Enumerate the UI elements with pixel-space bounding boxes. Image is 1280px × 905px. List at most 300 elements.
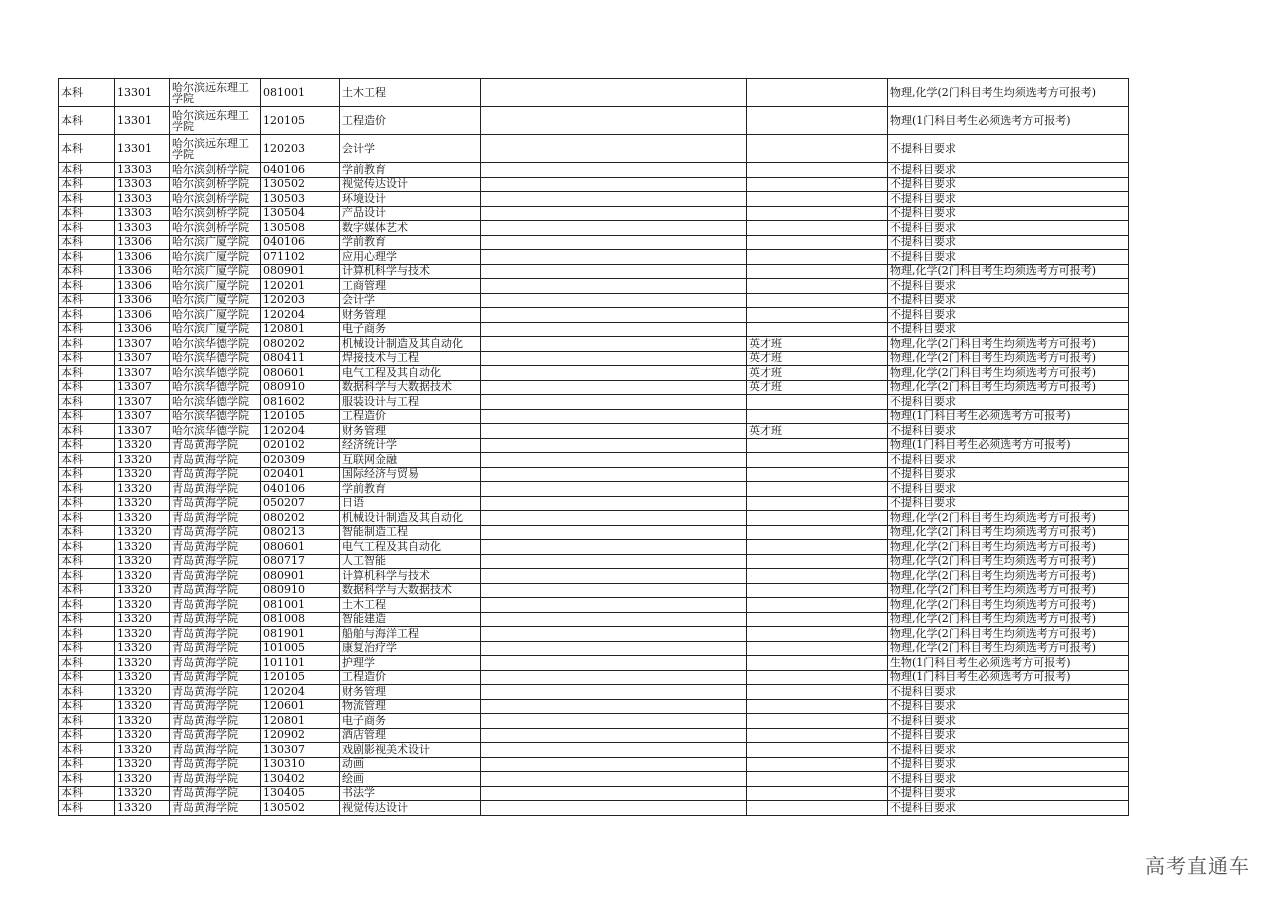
major-name-cell: 财务管理 — [340, 424, 481, 439]
class-type-cell — [747, 714, 888, 729]
table-row — [59, 380, 1129, 395]
level-cell: 本科 — [59, 293, 115, 308]
major-name-cell: 工程造价 — [340, 107, 481, 135]
class-type-cell — [747, 728, 888, 743]
note-cell — [481, 467, 747, 482]
major-code-cell: 080202 — [261, 511, 340, 526]
table-row — [59, 786, 1129, 801]
school-name-cell: 青岛黄海学院 — [170, 757, 261, 772]
note-cell — [481, 221, 747, 236]
note-cell — [481, 728, 747, 743]
school-code-cell: 13306 — [115, 264, 170, 279]
school-name-cell: 青岛黄海学院 — [170, 525, 261, 540]
note-cell — [481, 351, 747, 366]
subject-requirement-cell: 不提科目要求 — [888, 801, 1129, 816]
major-code-cell: 040106 — [261, 235, 340, 250]
subject-requirement-cell: 不提科目要求 — [888, 250, 1129, 265]
level-cell: 本科 — [59, 79, 115, 107]
class-type-cell — [747, 511, 888, 526]
subject-requirement-cell: 物理,化学(2门科目考生均须选考方可报考) — [888, 612, 1129, 627]
class-type-cell — [747, 322, 888, 337]
level-cell: 本科 — [59, 221, 115, 236]
table-row — [59, 612, 1129, 627]
major-code-cell: 130504 — [261, 206, 340, 221]
level-cell: 本科 — [59, 279, 115, 294]
major-code-cell: 050207 — [261, 496, 340, 511]
table-row — [59, 453, 1129, 468]
level-cell: 本科 — [59, 482, 115, 497]
note-cell — [481, 612, 747, 627]
school-name-cell: 哈尔滨广厦学院 — [170, 322, 261, 337]
class-type-cell: 英才班 — [747, 380, 888, 395]
subject-requirement-cell: 不提科目要求 — [888, 728, 1129, 743]
subject-requirement-cell: 不提科目要求 — [888, 308, 1129, 323]
class-type-cell — [747, 192, 888, 207]
school-code-cell: 13320 — [115, 467, 170, 482]
table-row — [59, 235, 1129, 250]
major-code-cell: 020401 — [261, 467, 340, 482]
note-cell — [481, 279, 747, 294]
table-row — [59, 366, 1129, 381]
level-cell: 本科 — [59, 598, 115, 613]
class-type-cell — [747, 699, 888, 714]
major-code-cell: 120204 — [261, 424, 340, 439]
school-name-cell: 哈尔滨剑桥学院 — [170, 163, 261, 178]
level-cell: 本科 — [59, 772, 115, 787]
level-cell: 本科 — [59, 163, 115, 178]
major-name-cell: 船舶与海洋工程 — [340, 627, 481, 642]
table-row — [59, 424, 1129, 439]
level-cell: 本科 — [59, 511, 115, 526]
school-code-cell: 13307 — [115, 337, 170, 352]
school-code-cell: 13303 — [115, 206, 170, 221]
table-row — [59, 322, 1129, 337]
note-cell — [481, 192, 747, 207]
school-code-cell: 13320 — [115, 569, 170, 584]
school-code-cell: 13320 — [115, 453, 170, 468]
level-cell: 本科 — [59, 801, 115, 816]
school-code-cell: 13320 — [115, 496, 170, 511]
level-cell: 本科 — [59, 337, 115, 352]
school-code-cell: 13307 — [115, 424, 170, 439]
subject-requirement-cell: 不提科目要求 — [888, 235, 1129, 250]
major-code-cell: 130402 — [261, 772, 340, 787]
school-name-cell: 哈尔滨剑桥学院 — [170, 192, 261, 207]
school-code-cell: 13301 — [115, 79, 170, 107]
major-name-cell: 机械设计制造及其自动化 — [340, 337, 481, 352]
note-cell — [481, 366, 747, 381]
table-row — [59, 409, 1129, 424]
school-name-cell: 哈尔滨华德学院 — [170, 395, 261, 410]
major-code-cell: 130310 — [261, 757, 340, 772]
school-name-cell: 青岛黄海学院 — [170, 728, 261, 743]
school-name-cell: 青岛黄海学院 — [170, 453, 261, 468]
level-cell: 本科 — [59, 554, 115, 569]
subject-requirement-cell: 不提科目要求 — [888, 757, 1129, 772]
major-code-cell: 120203 — [261, 135, 340, 163]
school-name-cell: 青岛黄海学院 — [170, 772, 261, 787]
school-name-cell: 哈尔滨华德学院 — [170, 424, 261, 439]
level-cell: 本科 — [59, 627, 115, 642]
subject-requirement-cell: 不提科目要求 — [888, 714, 1129, 729]
subject-requirement-cell: 物理(1门科目考生必须选考方可报考) — [888, 107, 1129, 135]
major-code-cell: 080601 — [261, 366, 340, 381]
note-cell — [481, 163, 747, 178]
table-row — [59, 107, 1129, 135]
major-code-cell: 080910 — [261, 583, 340, 598]
major-name-cell: 人工智能 — [340, 554, 481, 569]
table-row — [59, 438, 1129, 453]
level-cell: 本科 — [59, 728, 115, 743]
class-type-cell: 英才班 — [747, 424, 888, 439]
level-cell: 本科 — [59, 107, 115, 135]
subject-requirement-cell: 不提科目要求 — [888, 467, 1129, 482]
school-name-cell: 青岛黄海学院 — [170, 699, 261, 714]
class-type-cell — [747, 583, 888, 598]
school-name-cell: 哈尔滨广厦学院 — [170, 279, 261, 294]
class-type-cell — [747, 743, 888, 758]
school-name-cell: 哈尔滨剑桥学院 — [170, 177, 261, 192]
class-type-cell — [747, 786, 888, 801]
class-type-cell — [747, 177, 888, 192]
level-cell: 本科 — [59, 235, 115, 250]
level-cell: 本科 — [59, 583, 115, 598]
major-code-cell: 120105 — [261, 409, 340, 424]
school-code-cell: 13320 — [115, 757, 170, 772]
level-cell: 本科 — [59, 250, 115, 265]
major-name-cell: 产品设计 — [340, 206, 481, 221]
level-cell: 本科 — [59, 612, 115, 627]
subject-requirement-cell: 物理,化学(2门科目考生均须选考方可报考) — [888, 366, 1129, 381]
note-cell — [481, 743, 747, 758]
level-cell: 本科 — [59, 322, 115, 337]
level-cell: 本科 — [59, 206, 115, 221]
major-name-cell: 经济统计学 — [340, 438, 481, 453]
major-name-cell: 财务管理 — [340, 308, 481, 323]
major-code-cell: 040106 — [261, 163, 340, 178]
major-name-cell: 财务管理 — [340, 685, 481, 700]
note-cell — [481, 670, 747, 685]
major-code-cell: 130502 — [261, 177, 340, 192]
note-cell — [481, 772, 747, 787]
school-name-cell: 哈尔滨华德学院 — [170, 337, 261, 352]
class-type-cell — [747, 482, 888, 497]
table-row — [59, 337, 1129, 352]
subject-requirement-cell: 不提科目要求 — [888, 279, 1129, 294]
level-cell: 本科 — [59, 757, 115, 772]
subject-requirement-cell: 物理,化学(2门科目考生均须选考方可报考) — [888, 351, 1129, 366]
note-cell — [481, 177, 747, 192]
school-name-cell: 哈尔滨剑桥学院 — [170, 221, 261, 236]
level-cell: 本科 — [59, 409, 115, 424]
table-row — [59, 264, 1129, 279]
major-name-cell: 数据科学与大数据技术 — [340, 380, 481, 395]
school-name-cell: 青岛黄海学院 — [170, 467, 261, 482]
requirements-table — [58, 78, 1129, 816]
major-name-cell: 书法学 — [340, 786, 481, 801]
table-row — [59, 511, 1129, 526]
major-name-cell: 酒店管理 — [340, 728, 481, 743]
school-code-cell: 13320 — [115, 786, 170, 801]
school-name-cell: 青岛黄海学院 — [170, 540, 261, 555]
school-name-cell: 哈尔滨广厦学院 — [170, 308, 261, 323]
subject-requirement-cell: 不提科目要求 — [888, 786, 1129, 801]
major-code-cell: 080901 — [261, 569, 340, 584]
table-row — [59, 699, 1129, 714]
school-name-cell: 哈尔滨远东理工学院 — [170, 135, 261, 163]
note-cell — [481, 554, 747, 569]
school-code-cell: 13320 — [115, 714, 170, 729]
school-code-cell: 13303 — [115, 163, 170, 178]
major-name-cell: 电子商务 — [340, 714, 481, 729]
table-row — [59, 351, 1129, 366]
major-name-cell: 动画 — [340, 757, 481, 772]
school-name-cell: 青岛黄海学院 — [170, 641, 261, 656]
table-row — [59, 554, 1129, 569]
class-type-cell — [747, 308, 888, 323]
class-type-cell: 英才班 — [747, 337, 888, 352]
level-cell: 本科 — [59, 685, 115, 700]
school-name-cell: 青岛黄海学院 — [170, 685, 261, 700]
school-code-cell: 13320 — [115, 728, 170, 743]
major-name-cell: 物流管理 — [340, 699, 481, 714]
major-name-cell: 焊接技术与工程 — [340, 351, 481, 366]
class-type-cell — [747, 569, 888, 584]
level-cell: 本科 — [59, 308, 115, 323]
class-type-cell — [747, 540, 888, 555]
major-name-cell: 视觉传达设计 — [340, 177, 481, 192]
school-code-cell: 13320 — [115, 743, 170, 758]
note-cell — [481, 206, 747, 221]
school-code-cell: 13306 — [115, 293, 170, 308]
major-name-cell: 环境设计 — [340, 192, 481, 207]
level-cell: 本科 — [59, 641, 115, 656]
major-name-cell: 康复治疗学 — [340, 641, 481, 656]
note-cell — [481, 627, 747, 642]
table-row — [59, 395, 1129, 410]
major-name-cell: 计算机科学与技术 — [340, 264, 481, 279]
major-name-cell: 国际经济与贸易 — [340, 467, 481, 482]
major-code-cell: 120105 — [261, 670, 340, 685]
class-type-cell — [747, 235, 888, 250]
major-name-cell: 学前教育 — [340, 482, 481, 497]
class-type-cell — [747, 163, 888, 178]
table-row — [59, 627, 1129, 642]
major-code-cell: 080601 — [261, 540, 340, 555]
level-cell: 本科 — [59, 135, 115, 163]
note-cell — [481, 79, 747, 107]
note-cell — [481, 757, 747, 772]
school-code-cell: 13301 — [115, 135, 170, 163]
level-cell: 本科 — [59, 786, 115, 801]
major-code-cell: 080910 — [261, 380, 340, 395]
note-cell — [481, 107, 747, 135]
class-type-cell — [747, 264, 888, 279]
note-cell — [481, 322, 747, 337]
table-row — [59, 293, 1129, 308]
table-row — [59, 221, 1129, 236]
subject-requirement-cell: 物理(1门科目考生必须选考方可报考) — [888, 438, 1129, 453]
note-cell — [481, 540, 747, 555]
subject-requirement-cell: 不提科目要求 — [888, 772, 1129, 787]
table-row — [59, 743, 1129, 758]
major-name-cell: 土木工程 — [340, 598, 481, 613]
school-code-cell: 13320 — [115, 656, 170, 671]
note-cell — [481, 801, 747, 816]
school-code-cell: 13301 — [115, 107, 170, 135]
level-cell: 本科 — [59, 380, 115, 395]
level-cell: 本科 — [59, 714, 115, 729]
subject-requirement-cell: 物理,化学(2门科目考生均须选考方可报考) — [888, 380, 1129, 395]
level-cell: 本科 — [59, 453, 115, 468]
level-cell: 本科 — [59, 670, 115, 685]
level-cell: 本科 — [59, 743, 115, 758]
subject-requirement-cell: 不提科目要求 — [888, 192, 1129, 207]
major-name-cell: 机械设计制造及其自动化 — [340, 511, 481, 526]
major-name-cell: 会计学 — [340, 135, 481, 163]
major-code-cell: 080411 — [261, 351, 340, 366]
class-type-cell: 英才班 — [747, 366, 888, 381]
major-code-cell: 080213 — [261, 525, 340, 540]
class-type-cell — [747, 467, 888, 482]
school-code-cell: 13320 — [115, 612, 170, 627]
major-name-cell: 工程造价 — [340, 409, 481, 424]
major-code-cell: 120204 — [261, 308, 340, 323]
level-cell: 本科 — [59, 192, 115, 207]
major-code-cell: 120105 — [261, 107, 340, 135]
table-row — [59, 250, 1129, 265]
major-code-cell: 040106 — [261, 482, 340, 497]
class-type-cell — [747, 107, 888, 135]
table-row — [59, 598, 1129, 613]
subject-requirement-cell: 不提科目要求 — [888, 395, 1129, 410]
subject-requirement-cell: 物理,化学(2门科目考生均须选考方可报考) — [888, 641, 1129, 656]
school-code-cell: 13320 — [115, 598, 170, 613]
subject-requirement-cell: 不提科目要求 — [888, 322, 1129, 337]
note-cell — [481, 409, 747, 424]
class-type-cell — [747, 79, 888, 107]
major-code-cell: 081602 — [261, 395, 340, 410]
school-name-cell: 青岛黄海学院 — [170, 598, 261, 613]
major-name-cell: 数据科学与大数据技术 — [340, 583, 481, 598]
level-cell: 本科 — [59, 569, 115, 584]
major-name-cell: 学前教育 — [340, 163, 481, 178]
table-row — [59, 685, 1129, 700]
watermark-text: 高考直通车 — [1145, 854, 1250, 878]
class-type-cell — [747, 670, 888, 685]
table-row — [59, 163, 1129, 178]
major-name-cell: 护理学 — [340, 656, 481, 671]
class-type-cell — [747, 685, 888, 700]
note-cell — [481, 380, 747, 395]
school-name-cell: 青岛黄海学院 — [170, 554, 261, 569]
major-code-cell: 080717 — [261, 554, 340, 569]
note-cell — [481, 250, 747, 265]
subject-requirement-cell: 物理,化学(2门科目考生均须选考方可报考) — [888, 598, 1129, 613]
class-type-cell — [747, 395, 888, 410]
subject-requirement-cell: 物理,化学(2门科目考生均须选考方可报考) — [888, 525, 1129, 540]
major-code-cell: 081001 — [261, 79, 340, 107]
school-code-cell: 13303 — [115, 221, 170, 236]
level-cell: 本科 — [59, 177, 115, 192]
subject-requirement-cell: 不提科目要求 — [888, 135, 1129, 163]
school-code-cell: 13320 — [115, 641, 170, 656]
class-type-cell — [747, 453, 888, 468]
major-code-cell: 071102 — [261, 250, 340, 265]
level-cell: 本科 — [59, 264, 115, 279]
note-cell — [481, 714, 747, 729]
major-name-cell: 戏剧影视美术设计 — [340, 743, 481, 758]
school-code-cell: 13320 — [115, 511, 170, 526]
level-cell: 本科 — [59, 525, 115, 540]
subject-requirement-cell: 不提科目要求 — [888, 424, 1129, 439]
class-type-cell — [747, 438, 888, 453]
school-code-cell: 13307 — [115, 380, 170, 395]
school-name-cell: 哈尔滨广厦学院 — [170, 235, 261, 250]
class-type-cell — [747, 554, 888, 569]
table-row — [59, 135, 1129, 163]
class-type-cell — [747, 641, 888, 656]
subject-requirement-cell: 不提科目要求 — [888, 685, 1129, 700]
level-cell: 本科 — [59, 496, 115, 511]
school-name-cell: 哈尔滨远东理工学院 — [170, 79, 261, 107]
class-type-cell: 英才班 — [747, 351, 888, 366]
table-row — [59, 569, 1129, 584]
major-code-cell: 120201 — [261, 279, 340, 294]
note-cell — [481, 786, 747, 801]
school-name-cell: 哈尔滨广厦学院 — [170, 264, 261, 279]
table-row — [59, 728, 1129, 743]
level-cell: 本科 — [59, 699, 115, 714]
subject-requirement-cell: 不提科目要求 — [888, 221, 1129, 236]
table-row — [59, 670, 1129, 685]
major-code-cell: 120801 — [261, 714, 340, 729]
major-code-cell: 101005 — [261, 641, 340, 656]
school-name-cell: 青岛黄海学院 — [170, 743, 261, 758]
note-cell — [481, 135, 747, 163]
class-type-cell — [747, 409, 888, 424]
class-type-cell — [747, 772, 888, 787]
major-code-cell: 080901 — [261, 264, 340, 279]
school-code-cell: 13306 — [115, 279, 170, 294]
subject-requirement-cell: 物理,化学(2门科目考生均须选考方可报考) — [888, 583, 1129, 598]
note-cell — [481, 308, 747, 323]
level-cell: 本科 — [59, 424, 115, 439]
school-code-cell: 13307 — [115, 409, 170, 424]
major-code-cell: 130307 — [261, 743, 340, 758]
school-name-cell: 哈尔滨广厦学院 — [170, 293, 261, 308]
subject-requirement-cell: 物理,化学(2门科目考生均须选考方可报考) — [888, 511, 1129, 526]
subject-requirement-cell: 物理(1门科目考生必须选考方可报考) — [888, 409, 1129, 424]
major-name-cell: 互联网金融 — [340, 453, 481, 468]
school-code-cell: 13320 — [115, 772, 170, 787]
school-name-cell: 青岛黄海学院 — [170, 670, 261, 685]
note-cell — [481, 511, 747, 526]
note-cell — [481, 337, 747, 352]
class-type-cell — [747, 496, 888, 511]
major-name-cell: 绘画 — [340, 772, 481, 787]
major-name-cell: 电子商务 — [340, 322, 481, 337]
class-type-cell — [747, 656, 888, 671]
class-type-cell — [747, 221, 888, 236]
major-code-cell: 120204 — [261, 685, 340, 700]
major-code-cell: 081001 — [261, 598, 340, 613]
table-row — [59, 308, 1129, 323]
subject-requirement-cell: 物理,化学(2门科目考生均须选考方可报考) — [888, 540, 1129, 555]
major-name-cell: 学前教育 — [340, 235, 481, 250]
class-type-cell — [747, 135, 888, 163]
level-cell: 本科 — [59, 366, 115, 381]
